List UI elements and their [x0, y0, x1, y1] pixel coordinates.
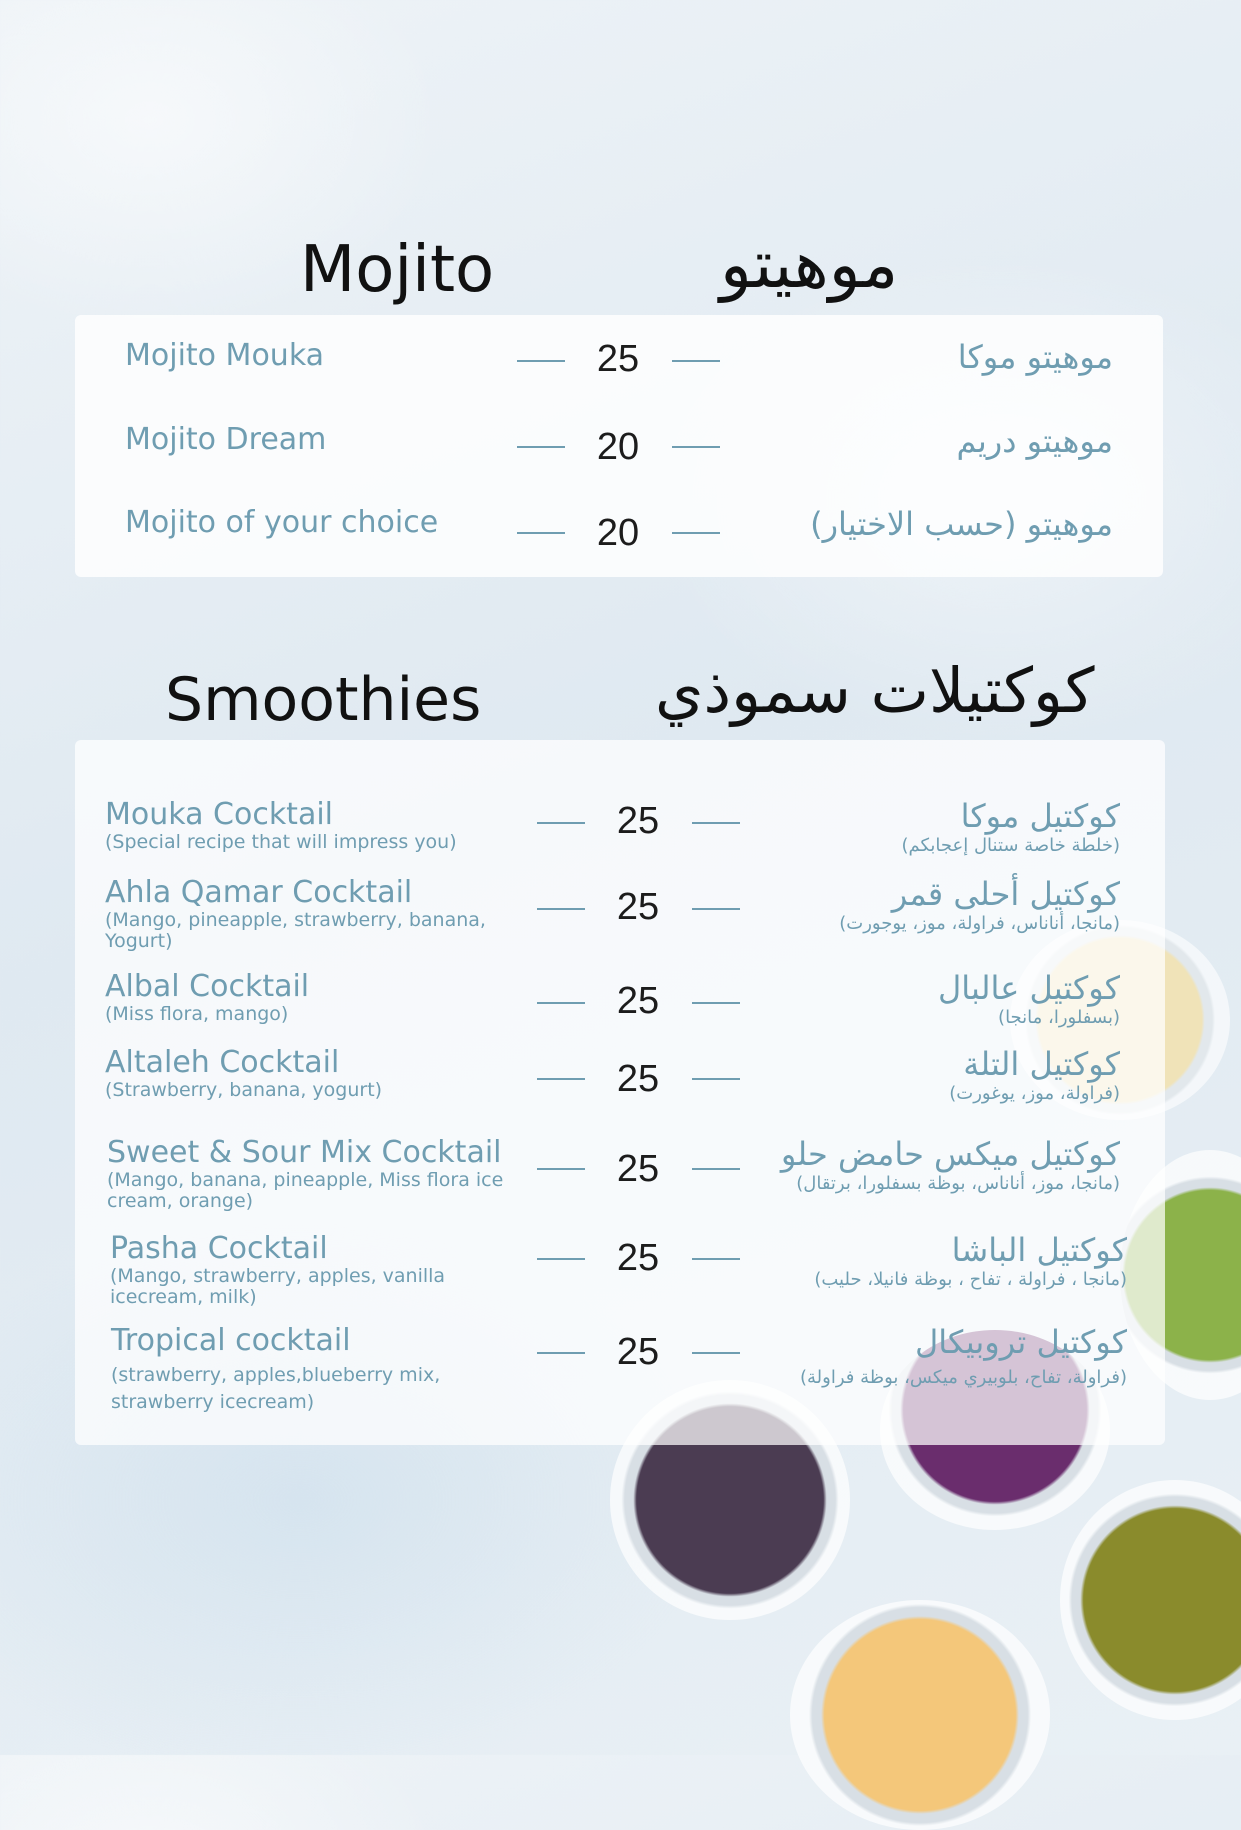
item-price: 25 — [616, 886, 660, 928]
item-price: 25 — [616, 1148, 660, 1190]
divider — [692, 1352, 740, 1354]
mojito-menu-panel — [75, 315, 1163, 577]
item-price: 25 — [616, 1058, 660, 1100]
item-name-ar: كوكتيل تروبيكال — [915, 1323, 1127, 1361]
mojito-title-ar: موهيتو — [720, 226, 899, 303]
smoothie-cup-image — [790, 1600, 1050, 1830]
divider — [672, 446, 720, 448]
divider — [692, 1002, 740, 1004]
divider — [692, 1258, 740, 1260]
divider — [537, 908, 585, 910]
item-name-ar: كوكتيل ميكس حامض حلو — [780, 1135, 1120, 1173]
item-description-ar: (فراولة، موز، يوغورت) — [949, 1083, 1120, 1104]
item-name-en: Sweet & Sour Mix Cocktail — [107, 1135, 502, 1170]
item-name-en: Tropical cocktail — [111, 1323, 351, 1358]
item-name-ar: موهيتو (حسب الاختيار) — [810, 505, 1113, 543]
item-description-en: (Special recipe that will impress you) — [105, 831, 457, 853]
divider — [537, 1078, 585, 1080]
divider — [692, 822, 740, 824]
item-name-ar: كوكتيل الباشا — [951, 1231, 1127, 1269]
item-description-ar: (فراولة، تفاح، بلوبيري ميكس، بوظة فراولة) — [799, 1367, 1127, 1388]
item-name-en: Pasha Cocktail — [110, 1231, 328, 1266]
item-description-en: (strawberry, apples,blueberry mix, strawberry icecream) — [111, 1364, 441, 1413]
item-price: 20 — [596, 512, 640, 554]
item-description-ar: (مانجا، أناناس، فراولة، موز، يوجورت) — [839, 913, 1120, 934]
divider — [517, 532, 565, 534]
item-description-ar: (بسفلورا، مانجا) — [998, 1007, 1120, 1028]
item-name-en: Mojito Dream — [125, 422, 327, 457]
divider — [517, 360, 565, 362]
smoothies-menu-panel — [75, 740, 1165, 1445]
item-price: 20 — [596, 426, 640, 468]
item-description-ar: (خلطة خاصة ستنال إعجابكم) — [901, 835, 1120, 856]
item-price: 25 — [616, 980, 660, 1022]
item-price: 25 — [616, 1237, 660, 1279]
divider — [537, 1352, 585, 1354]
divider — [672, 360, 720, 362]
item-description-en: (Mango, strawberry, apples, vanilla icecream, milk) — [110, 1265, 446, 1308]
item-name-ar: كوكتيل عالبال — [938, 969, 1120, 1007]
divider — [672, 532, 720, 534]
item-name-ar: موهيتو موكا — [957, 338, 1113, 376]
divider — [692, 1078, 740, 1080]
item-description-en: (Mango, banana, pineapple, Miss flora ice cream, orange) — [107, 1169, 504, 1212]
divider — [537, 1002, 585, 1004]
divider — [692, 908, 740, 910]
item-name-ar: كوكتيل أحلى قمر — [891, 875, 1120, 913]
divider — [537, 822, 585, 824]
smoothie-cup-image — [1060, 1480, 1241, 1720]
item-name-en: Altaleh Cocktail — [105, 1045, 340, 1080]
smoothies-title-en: Smoothies — [165, 665, 482, 735]
item-name-en: Mojito Mouka — [125, 338, 325, 373]
item-name-en: Ahla Qamar Cocktail — [105, 875, 413, 910]
item-name-ar: كوكتيل التلة — [963, 1045, 1120, 1083]
mojito-title-en: Mojito — [300, 233, 495, 307]
divider — [537, 1168, 585, 1170]
divider — [517, 446, 565, 448]
item-description-ar: (مانجا، موز، أناناس، بوظة بسفلورا، برتقال) — [796, 1173, 1120, 1194]
item-description-en: (Strawberry, banana, yogurt) — [105, 1079, 383, 1101]
item-description-ar: (مانجا ، فراولة ، تفاح ، بوظة فانيلا، حليب) — [814, 1269, 1127, 1290]
item-name-en: Albal Cocktail — [105, 969, 310, 1004]
item-description-en: (Mango, pineapple, strawberry, banana, Yogurt) — [105, 909, 486, 952]
item-name-ar: كوكتيل موكا — [960, 797, 1120, 835]
item-name-ar: موهيتو دريم — [956, 422, 1113, 460]
item-description-en: (Miss flora, mango) — [105, 1003, 289, 1025]
divider — [537, 1258, 585, 1260]
item-price: 25 — [616, 800, 660, 842]
item-price: 25 — [596, 338, 640, 380]
item-name-en: Mojito of your choice — [125, 505, 439, 540]
divider — [692, 1168, 740, 1170]
item-price: 25 — [616, 1331, 660, 1373]
smoothies-title-ar: كوكتيلات سموذي — [655, 654, 1095, 727]
item-name-en: Mouka Cocktail — [105, 797, 334, 832]
